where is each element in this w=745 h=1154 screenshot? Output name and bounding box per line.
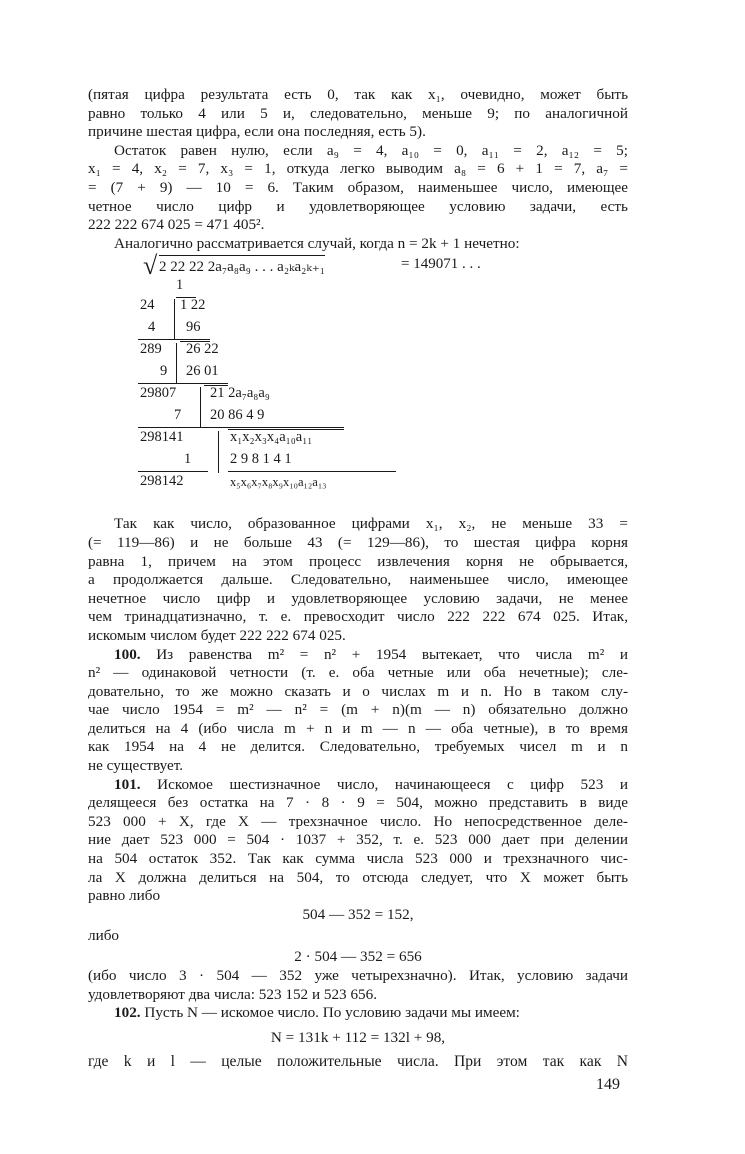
equation: N = 131k + 112 = 132l + 98, <box>270 1028 446 1046</box>
equation: 2 · 504 — 352 = 656 <box>294 948 422 966</box>
calc-rule <box>138 383 228 384</box>
text-line: довательно, то же можно сказать и о числах m и n. Но в таком слу- <box>88 682 628 700</box>
text-line: причине шестая цифра, если она последняя, есть 5). <box>88 123 426 141</box>
text-line: удовлетворяют два числа: 523 152 и 523 656. <box>88 985 378 1003</box>
calc-digit: 1 <box>176 277 184 294</box>
calc-value: 21 2a₇a₈a₉ <box>210 385 270 402</box>
text-line: где k и l — целые положительные числа. При этом так как N <box>88 1052 628 1070</box>
calc-value: x₅x₆x₇x₈x₉x₁₀a₁₂a₁₃ <box>230 475 327 490</box>
text-line: чае число 1954 = m² — n² = (m + n)(m — n) обязательно должно <box>88 701 628 719</box>
calc-rule <box>228 471 396 472</box>
problem-number: 102. <box>114 1004 141 1022</box>
text-line: Из равенства m² = n² + 1954 вытекает, что числа m² и <box>156 645 629 663</box>
calc-value: 96 <box>186 319 201 336</box>
text-line: Искомое шестизначное число, начинающееся с цифр 523 и <box>157 775 628 793</box>
calc-divisor: 298142 <box>140 473 184 490</box>
text-line: = (7 + 9) — 10 = 6. Таким образом, наименьшее число, имеющее <box>88 178 628 196</box>
text-line: (ибо число 3 · 504 — 352 уже четырехзначно). Итак, условию задачи <box>88 967 628 984</box>
problem-101-line <box>88 776 628 795</box>
problem-100-line <box>88 646 628 665</box>
calc-bar <box>176 343 177 383</box>
text-line: (пятая цифра результата есть 0, так как x₁, очевидно, может быть <box>88 86 628 103</box>
sqrt-radicand: 2 22 22 2a₇a₈a₉ . . . a₂ₖa₂ₖ₊₁ <box>159 255 325 276</box>
text-line: (= 119—86) и не больше 43 (= 129—86), то шестая цифра корня <box>88 533 628 551</box>
calc-divisor: 29807 <box>140 385 177 402</box>
calc-divisor: 24 <box>140 297 155 314</box>
calc-divisor: 7 <box>174 407 182 424</box>
text-line: Так как число, образованное цифрами x₁, x₂, не меньше 33 = <box>114 515 628 533</box>
text-line: чем тринадцатизначно, т. е. превосходит число 222 222 674 025. Итак, <box>88 608 628 626</box>
text-line: как 1954 на 4 не делится. Следовательно, требуемых чисел m и n <box>88 738 628 756</box>
calc-bar <box>218 431 219 473</box>
text-line: четное число цифр и удовлетворяющее условию задачи, есть <box>88 197 628 215</box>
text-line: x₁ = 4, x₂ = 7, x₃ = 1, откуда легко выводим a₈ = 6 + 1 = 7, a₇ = <box>88 160 628 178</box>
calc-value: 26 01 <box>186 363 219 380</box>
text-line: на 504 остаток 352. Так как сумма числа 523 000 и трехзначного чис- <box>88 850 628 868</box>
problem-number: 101. <box>114 775 141 793</box>
calc-rule <box>204 385 228 386</box>
text-line: ние дает 523 000 = 504 · 1037 + 352, т. е. 523 000 дает при делении <box>88 831 628 849</box>
problem-102-line <box>88 1004 628 1023</box>
calc-bar <box>200 387 201 427</box>
calc-rule <box>180 341 210 342</box>
calc-rule <box>138 471 208 472</box>
equation: 504 — 352 = 152, <box>302 905 414 923</box>
problem-number: 100. <box>114 645 141 663</box>
page-body <box>88 86 628 1071</box>
calc-rule <box>176 297 196 298</box>
calc-rule <box>138 427 344 428</box>
text-line: ла X должна делиться на 504, то отсюда следует, что X может быть <box>88 868 628 886</box>
sqrt-result: = 149071 . . . <box>401 256 481 273</box>
calc-rule <box>228 429 344 430</box>
text-line: Аналогично рассматривается случай, когда n = 2k + 1 нечетно: <box>114 234 520 252</box>
text-line: равно либо <box>88 887 161 905</box>
text-line: нечетное число цифр и удовлетворяющее условию задачи, не менее <box>88 589 628 607</box>
calc-rule <box>138 339 210 340</box>
text-line: не существует. <box>88 757 184 775</box>
calc-value: x₁x₂x₃x₄a₁₀a₁₁ <box>230 429 313 446</box>
text-line: n² — одинаковой четности (т. е. оба четные или оба нечетные); сле- <box>88 664 628 682</box>
text-line: либо <box>88 927 120 945</box>
page-number: 149 <box>596 1076 620 1093</box>
calc-divisor: 298141 <box>140 429 184 446</box>
text-line: Остаток равен нулю, если a₉ = 4, a₁₀ = 0, a₁₁ = 2, a₁₂ = 5; <box>114 141 628 159</box>
text-line: равна 1, причем на этом процесс извлечения корня не обрывается, <box>88 552 628 570</box>
calc-bar <box>174 299 175 339</box>
text-line: 222 222 674 025 = 471 405². <box>88 216 265 234</box>
text-line: Пусть N — искомое число. По условию задачи мы имеем: <box>144 1004 520 1022</box>
text-line: делиться на 4 (ибо числа m + n и m — n — оба четные), в то время <box>88 719 628 737</box>
text-line: искомым числом будет 222 222 674 025. <box>88 626 346 644</box>
root-extraction-scheme <box>88 253 628 515</box>
text-line: равно только 4 или 5 и, следовательно, меньше 9; по аналогичной <box>88 104 628 122</box>
calc-value: 1 22 <box>180 297 206 314</box>
calc-divisor: 289 <box>140 341 162 358</box>
calc-divisor: 4 <box>148 319 156 336</box>
radical-sign: √ <box>143 251 158 281</box>
text-line: 523 000 + X, где X — трехзначное число. Но непосредственное деле- <box>88 812 628 830</box>
text-line: делящееся без остатка на 7 · 8 · 9 = 504, можно представить в виде <box>88 794 628 812</box>
calc-value: 2 9 8 1 4 1 <box>230 451 292 468</box>
calc-divisor: 9 <box>160 363 168 380</box>
calc-value: 20 86 4 9 <box>210 407 265 424</box>
text-line: а продолжается дальше. Следовательно, наименьшее число, имеющее <box>88 571 628 589</box>
calc-value: 26 22 <box>186 341 219 358</box>
calc-divisor: 1 <box>184 451 192 468</box>
